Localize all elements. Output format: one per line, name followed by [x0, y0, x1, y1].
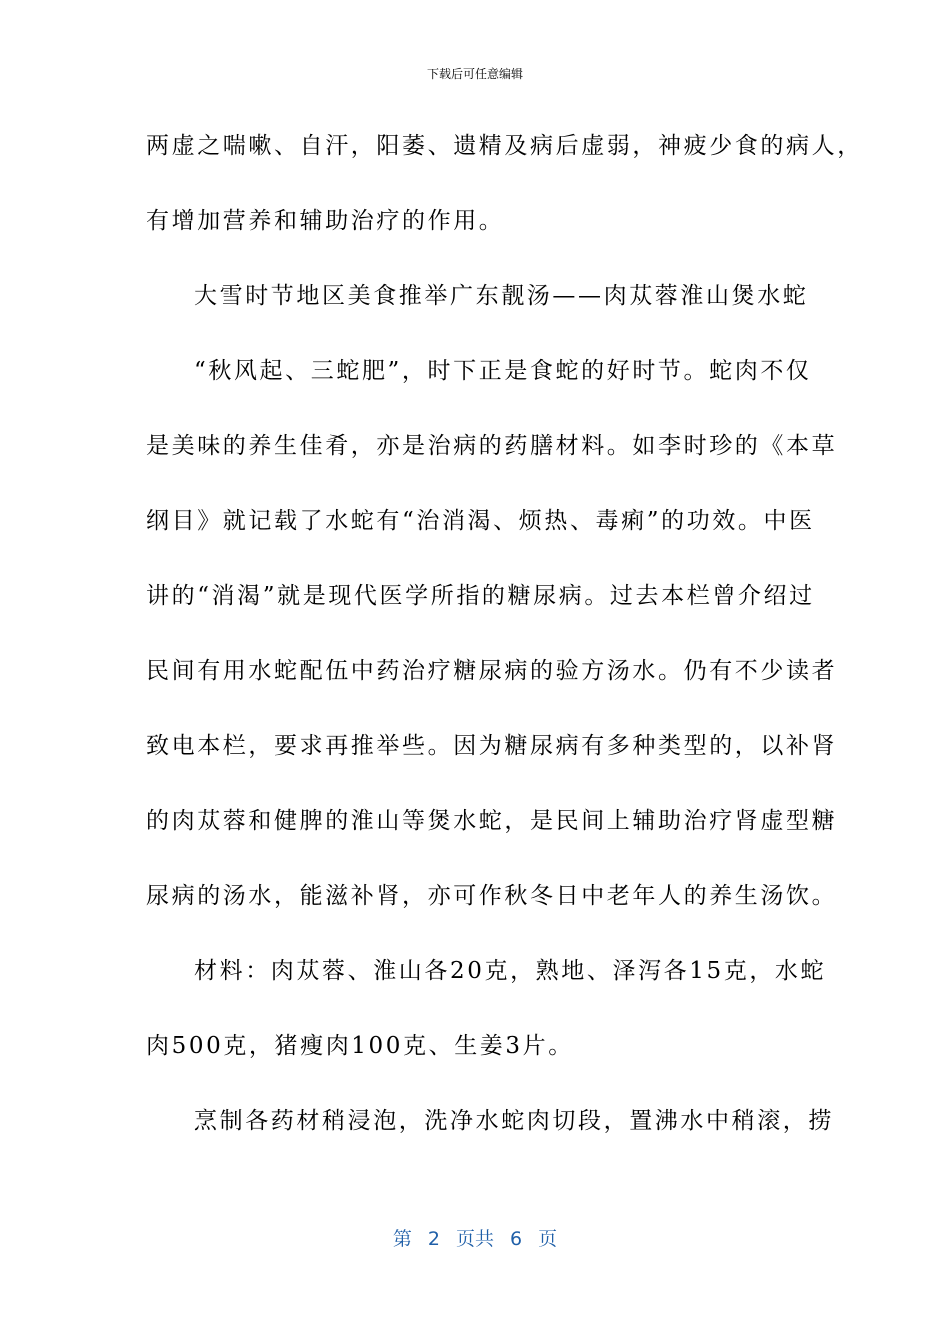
page-label: 第	[392, 1228, 412, 1250]
text-line: 尿病的汤水，能滋补肾，亦可作秋冬日中老年人的养生汤饮。	[146, 883, 838, 909]
text-line: 两虚之喘嗽、自汗，阳萎、遗精及病后虚弱，神疲少食的病人，	[146, 133, 863, 159]
page-footer	[0, 1226, 950, 1252]
page-number: 2	[427, 1228, 440, 1250]
text-line: 的肉苁蓉和健脾的淮山等煲水蛇，是民间上辅助治疗肾虚型糖	[146, 808, 838, 834]
text-line: 致电本栏，要求再推举些。因为糖尿病有多种类型的，以补肾	[146, 733, 838, 759]
text-line: 纲目》就记载了水蛇有“治消渴、烦热、毒痢”的功效。中医	[146, 508, 815, 534]
ingredients-line: 肉500克，猪瘦肉100克、生姜3片。	[146, 1033, 574, 1059]
page-header: 下载后可任意编辑	[426, 67, 523, 81]
total-label: 页共	[455, 1228, 494, 1250]
ingredients-line: 材料：肉苁蓉、淮山各20克，熟地、泽泻各15克，水蛇	[194, 958, 827, 984]
method-line: 烹制各药材稍浸泡，洗净水蛇肉切段，置沸水中稍滚，捞	[194, 1108, 834, 1134]
document-body	[146, 122, 863, 1172]
text-line: “秋风起、三蛇肥”，时下正是食蛇的好时节。蛇肉不仅	[194, 358, 812, 384]
total-pages: 6	[510, 1228, 523, 1250]
text-line: 有增加营养和辅助治疗的作用。	[146, 208, 505, 234]
page-suffix: 页	[538, 1228, 558, 1250]
text-line: 民间有用水蛇配伍中药治疗糖尿病的验方汤水。仍有不少读者	[146, 658, 838, 684]
text-line: 是美味的养生佳肴，亦是治病的药膳材料。如李时珍的《本草	[146, 433, 838, 459]
text-line: 讲的“消渴”就是现代医学所指的糖尿病。过去本栏曾介绍过	[146, 583, 815, 609]
section-heading: 大雪时节地区美食推举广东靓汤——肉苁蓉淮山煲水蛇	[194, 283, 809, 309]
